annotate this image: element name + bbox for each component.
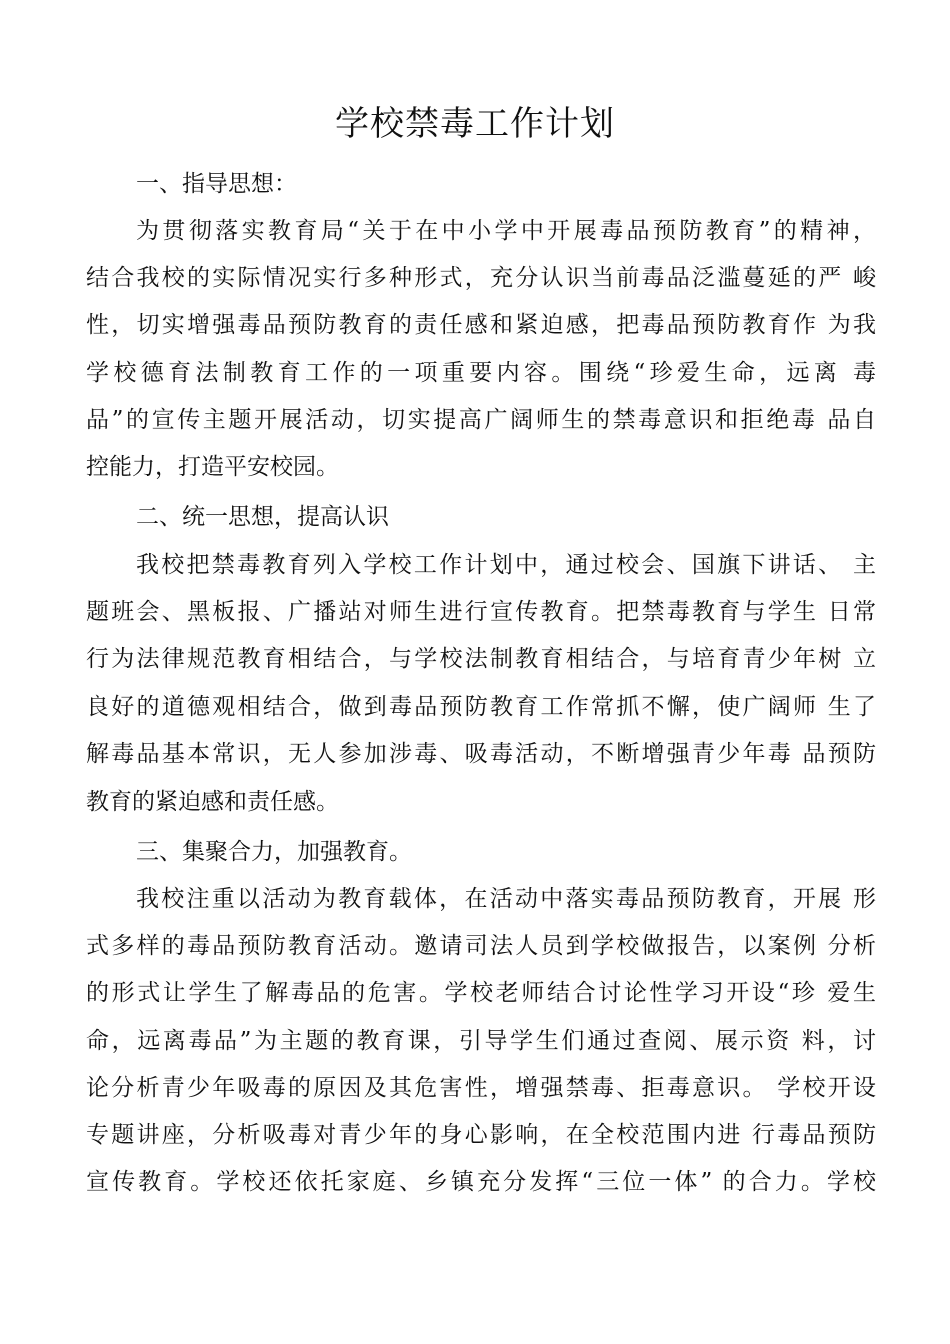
paragraph-line: 题班会、黑板报、广播站对师生进行宣传教育。把禁毒教育与学生 日常 <box>86 599 876 625</box>
paragraph-line: 我校把禁毒教育列入学校工作计划中，通过校会、国旗下讲话、 主 <box>136 552 876 578</box>
paragraph-line: 的形式让学生了解毒品的危害。学校老师结合讨论性学习开设“珍 爱生 <box>86 980 876 1006</box>
paragraph-line: 品”的宣传主题开展活动，切实提高广阔师生的禁毒意识和拒绝毒 品自 <box>86 407 876 433</box>
paragraph-line: 学校德育法制教育工作的一项重要内容。围绕“珍爱生命，远离 毒 <box>86 360 876 386</box>
paragraph-line: 控能力，打造平安校园。 <box>86 454 339 480</box>
paragraph-line: 解毒品基本常识，无人参加涉毒、吸毒活动，不断增强青少年毒 品预防 <box>86 741 876 767</box>
paragraph-line: 为贯彻落实教育局“关于在中小学中开展毒品预防教育”的精神， <box>136 218 876 244</box>
paragraph-line: 专题讲座，分析吸毒对青少年的身心影响，在全校范围内进 行毒品预防 <box>86 1122 876 1148</box>
heading-2: 二、统一思想，提高认识 <box>136 504 389 530</box>
paragraph-line: 良好的道德观相结合，做到毒品预防教育工作常抓不懈，使广阔师 生了 <box>86 694 876 720</box>
paragraph-line: 教育的紧迫感和责任感。 <box>86 789 339 815</box>
paragraph-line: 性，切实增强毒品预防教育的责任感和紧迫感，把毒品预防教育作 为我 <box>86 312 876 338</box>
paragraph-line: 论分析青少年吸毒的原因及其危害性，增强禁毒、拒毒意识。 学校开设 <box>86 1075 876 1101</box>
heading-3: 三、集聚合力，加强教育。 <box>136 839 412 865</box>
paragraph-line: 宣传教育。学校还依托家庭、乡镇充分发挥“三位一体” 的合力。学校 <box>86 1169 876 1195</box>
paragraph-line: 我校注重以活动为教育载体，在活动中落实毒品预防教育，开展 形 <box>136 886 876 912</box>
paragraph-line: 行为法律规范教育相结合，与学校法制教育相结合，与培育青少年树 立 <box>86 646 876 672</box>
paragraph-line: 结合我校的实际情况实行多种形式，充分认识当前毒品泛滥蔓延的严 峻 <box>86 265 876 291</box>
heading-1: 一、指导思想： <box>136 171 297 197</box>
paragraph-line: 命，远离毒品”为主题的教育课，引导学生们通过查阅、展示资 料，讨 <box>86 1028 876 1054</box>
document-title: 学校禁毒工作计划 <box>335 104 615 144</box>
paragraph-line: 式多样的毒品预防教育活动。邀请司法人员到学校做报告，以案例 分析 <box>86 933 876 959</box>
